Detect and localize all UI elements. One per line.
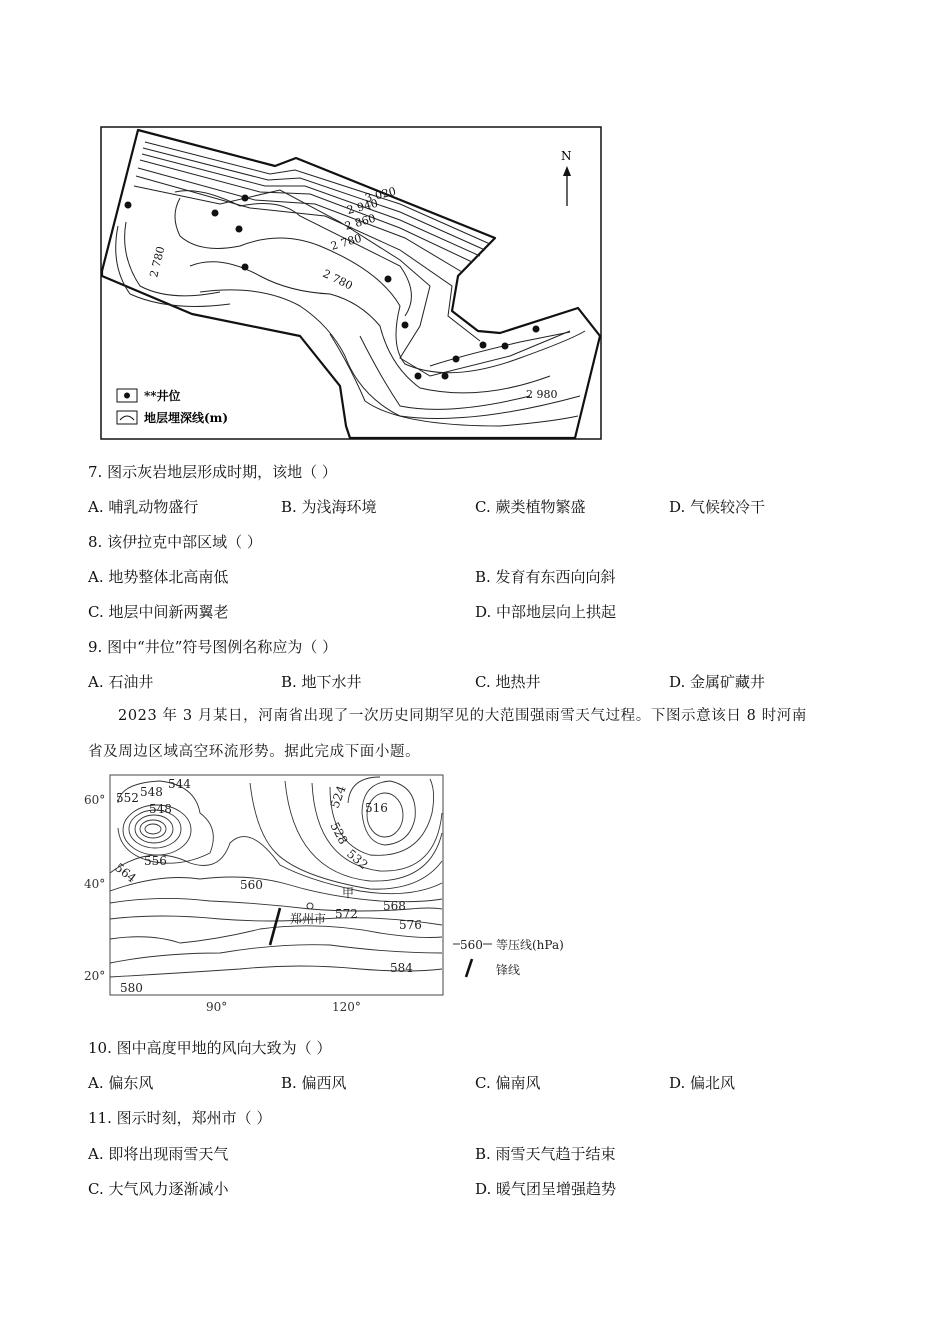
- intro-line-1: 2023 年 3 月某日，河南省出现了一次历史同期罕见的大范围强雨雪天气过程。下图示意该日 8 时河南: [118, 708, 807, 724]
- front-symbol-icon: [466, 959, 472, 977]
- q10-option-a[interactable]: A. 偏东风: [88, 1074, 154, 1092]
- isobar-label: 568: [383, 899, 406, 913]
- north-label: N: [561, 149, 572, 163]
- map2-legend: [453, 937, 564, 977]
- intro-paragraph: [88, 698, 863, 770]
- burial-depth-map: [100, 126, 602, 440]
- lon-label: 120°: [332, 1000, 361, 1014]
- lat-label: 60°: [84, 793, 106, 807]
- q7-option-c[interactable]: C. 蕨类植物繁盛: [475, 498, 586, 516]
- question-7-stem: 7. 图示灰岩地层形成时期，该地（ ）: [88, 463, 337, 481]
- q9-option-d[interactable]: D. 金属矿藏井: [669, 673, 766, 691]
- legend-isobar-value: 560: [460, 938, 483, 952]
- q7-option-b[interactable]: B. 为浅海环境: [281, 498, 377, 516]
- isobar-label: 552: [116, 791, 139, 805]
- q11-option-c[interactable]: C. 大气风力逐渐减小: [88, 1180, 229, 1198]
- q9-option-c[interactable]: C. 地热井: [475, 673, 541, 691]
- legend-line-label: 地层埋深线(m): [144, 411, 229, 425]
- legend-isobar-label: 等压线(hPa): [496, 938, 564, 952]
- question-8-stem: 8. 该伊拉克中部区域（ ）: [88, 533, 262, 551]
- q9-option-a[interactable]: A. 石油井: [88, 673, 154, 691]
- q8-option-b[interactable]: B. 发育有东西向向斜: [475, 568, 616, 586]
- city-label: 郑州市: [290, 912, 327, 926]
- isobar-label: 532: [344, 846, 371, 873]
- q7-option-a[interactable]: A. 哺乳动物盛行: [88, 498, 199, 516]
- contour-label: 2 980: [526, 388, 558, 401]
- q9-option-b[interactable]: B. 地下水井: [281, 673, 362, 691]
- isobar-label: 564: [112, 860, 139, 886]
- isobar-label: 560: [240, 878, 263, 892]
- lat-label: 40°: [84, 877, 106, 891]
- lat-label: 20°: [84, 969, 106, 983]
- q10-option-c[interactable]: C. 偏南风: [475, 1074, 541, 1092]
- q11-option-b[interactable]: B. 雨雪天气趋于结束: [475, 1145, 616, 1163]
- contour-label: 2 780: [329, 231, 364, 253]
- isobar-label: 548: [149, 802, 172, 816]
- isobar-label: 524: [327, 783, 349, 811]
- q8-option-a[interactable]: A. 地势整体北高南低: [88, 568, 229, 586]
- isobar-label: 584: [390, 961, 413, 975]
- isobar-label: 544: [168, 777, 191, 791]
- intro-line-2: 省及周边区域高空环流形势。据此完成下面小题。: [88, 744, 421, 760]
- question-11-stem: 11. 图示时刻，郑州市（ ）: [88, 1109, 272, 1127]
- isobar-label: 548: [140, 785, 163, 799]
- q8-option-d[interactable]: D. 中部地层向上拱起: [475, 603, 617, 621]
- city-marker-icon: [307, 903, 313, 909]
- lon-label: 90°: [206, 1000, 228, 1014]
- legend-well-label: **井位: [144, 389, 181, 403]
- q11-option-a[interactable]: A. 即将出现雨雪天气: [88, 1145, 229, 1163]
- jia-label: 甲: [342, 886, 355, 900]
- q10-option-b[interactable]: B. 偏西风: [281, 1074, 347, 1092]
- q10-option-d[interactable]: D. 偏北风: [669, 1074, 736, 1092]
- contour-label: 2 860: [343, 211, 378, 233]
- legend-front-label: 锋线: [496, 963, 521, 977]
- isobar-label: 580: [120, 981, 143, 995]
- isobar-label: 516: [365, 801, 388, 815]
- circulation-map: [80, 773, 600, 1018]
- isobar-label: 572: [335, 907, 358, 921]
- contour-label: 2 780: [147, 245, 168, 279]
- contour-label: 2 780: [320, 267, 355, 293]
- isobar-label: 556: [144, 854, 167, 868]
- q11-option-d[interactable]: D. 暖气团呈增强趋势: [475, 1180, 617, 1198]
- question-9-stem: 9. 图中“井位”符号图例名称应为（ ）: [88, 638, 338, 656]
- contour-label: 2 940: [345, 196, 380, 217]
- contour-label: 3 020: [363, 184, 398, 205]
- isobar-label: 576: [399, 918, 422, 932]
- q7-option-d[interactable]: D. 气候较冷干: [669, 498, 766, 516]
- q8-option-c[interactable]: C. 地层中间新两翼老: [88, 603, 229, 621]
- question-10-stem: 10. 图中高度甲地的风向大致为（ ）: [88, 1039, 332, 1057]
- isobar-label: 528: [327, 819, 351, 847]
